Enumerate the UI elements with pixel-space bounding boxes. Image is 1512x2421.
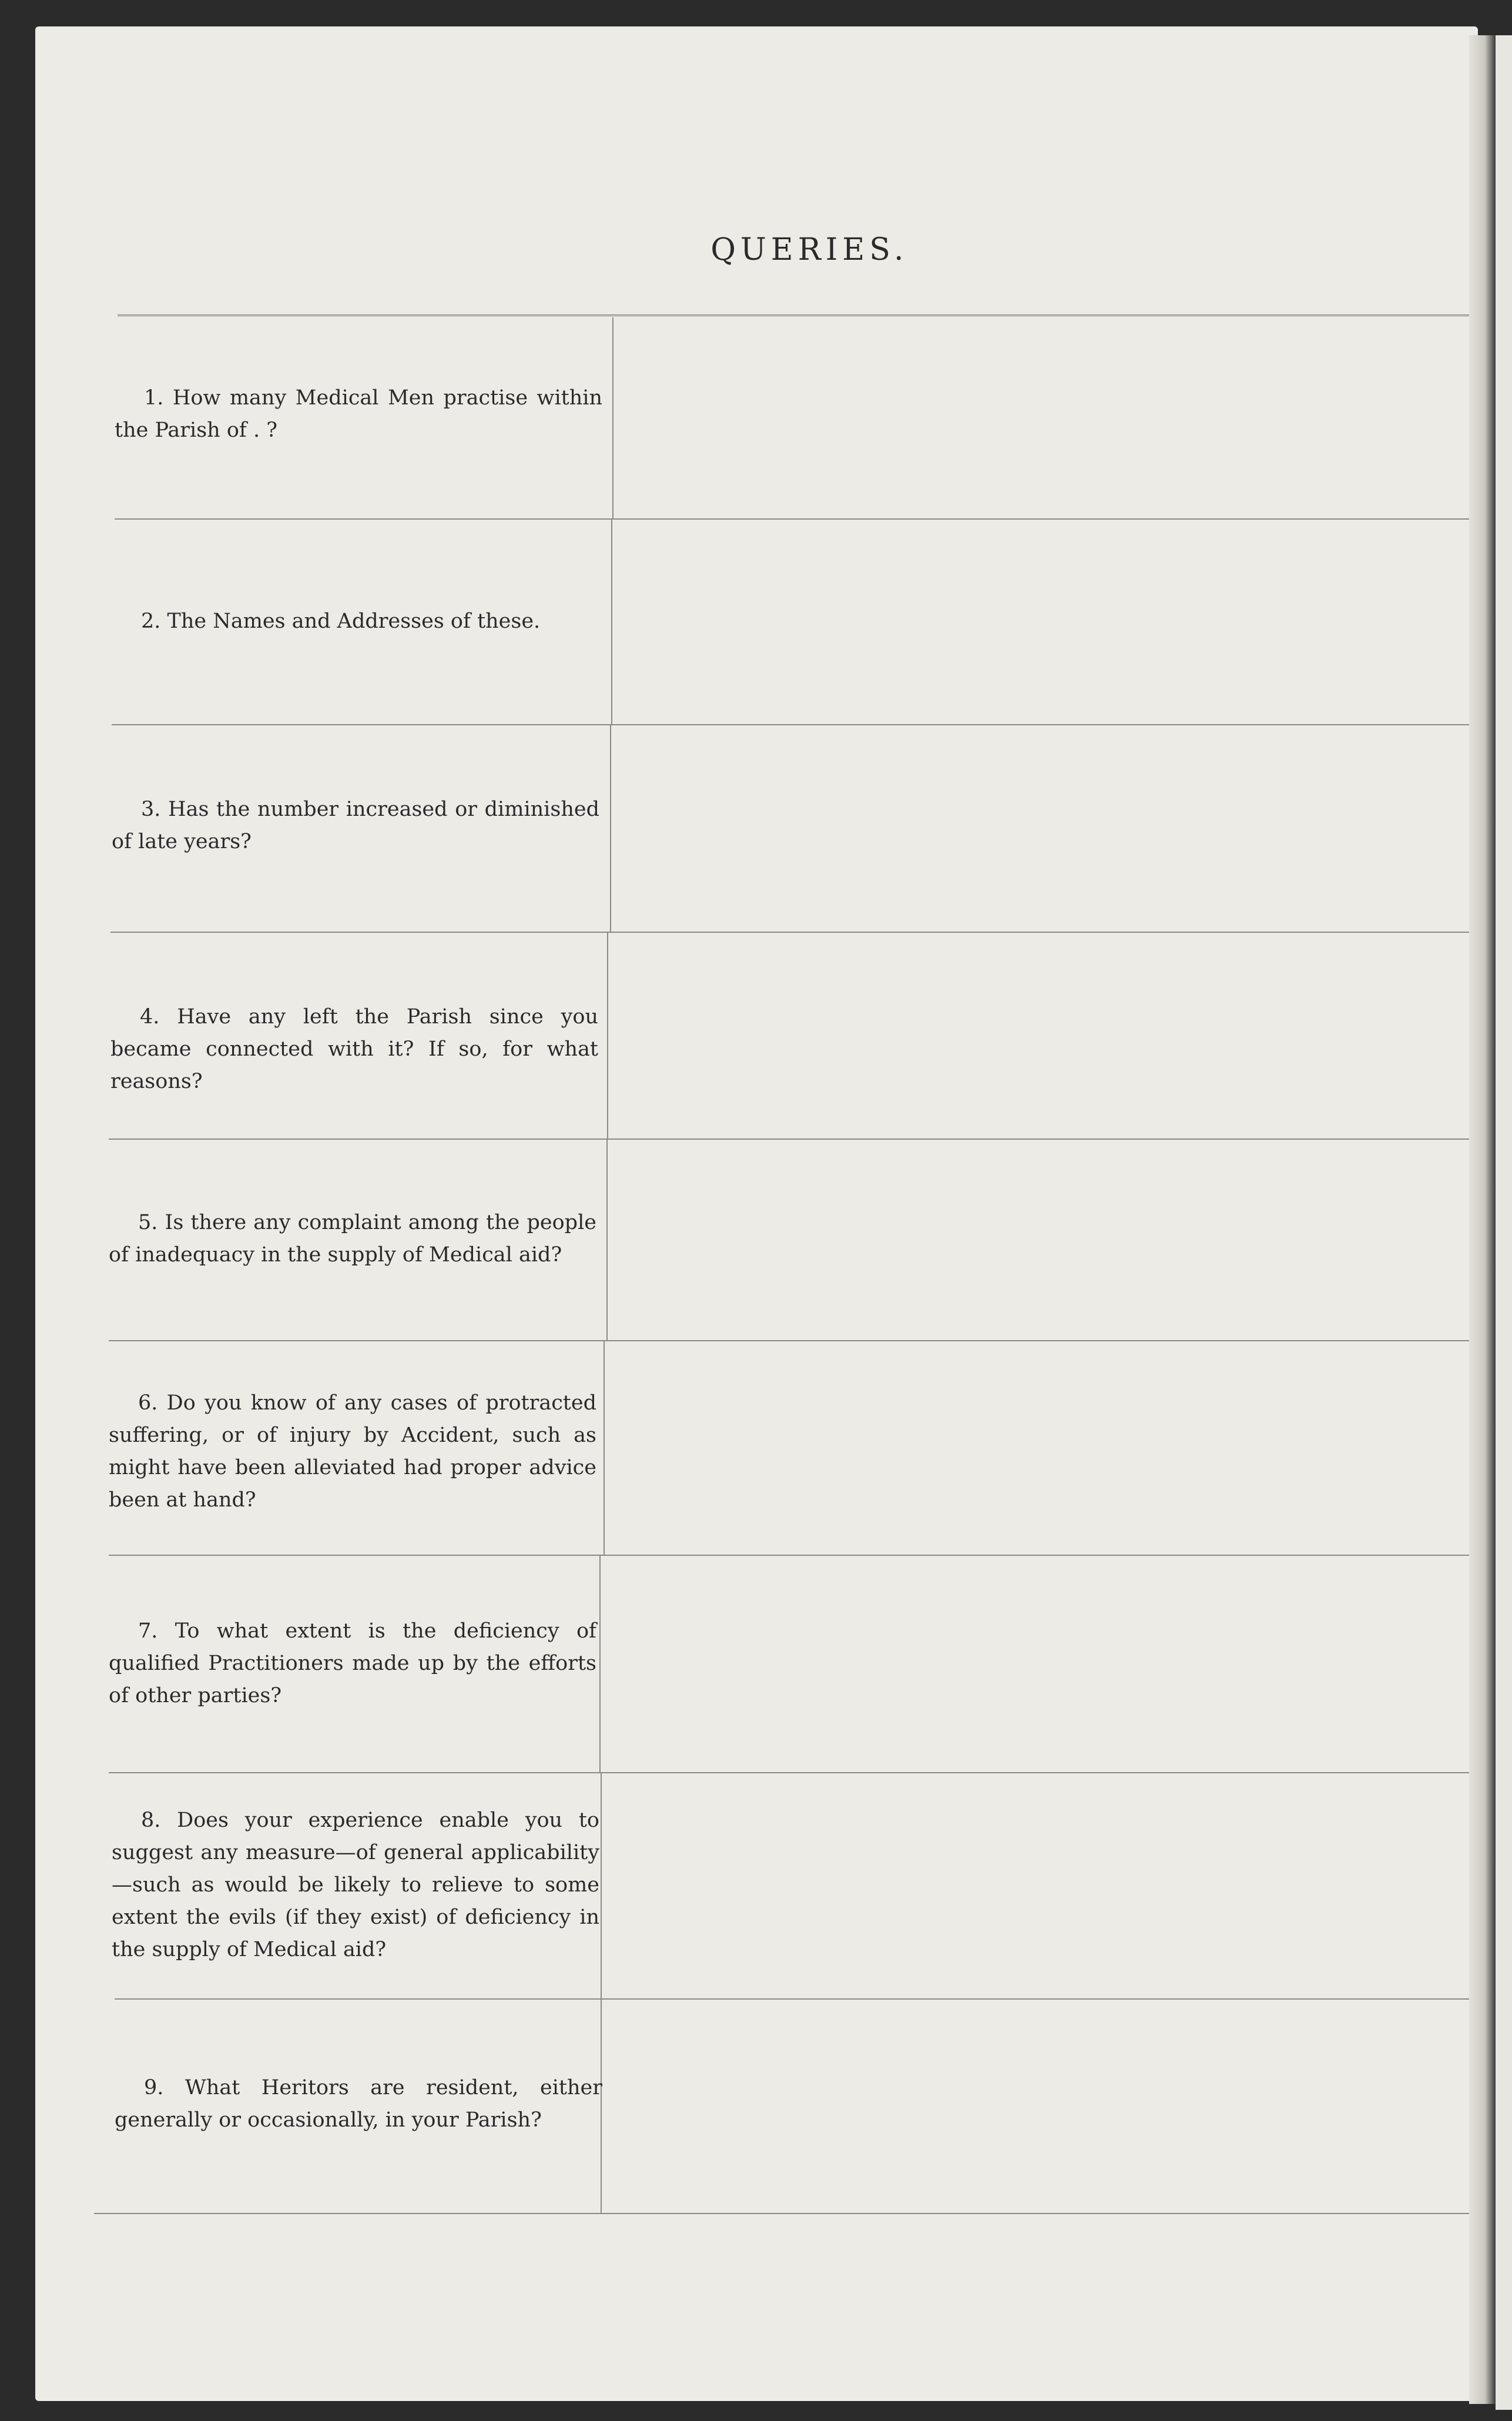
query-2: 2. The Names and Addresses of these. [141, 610, 541, 633]
bottom-rule [94, 2213, 1469, 2214]
column-divider [599, 1556, 601, 1772]
row-divider [109, 1340, 1469, 1341]
answer-field-9[interactable] [602, 2000, 1466, 2212]
column-divider [601, 1773, 602, 1998]
top-rule [118, 314, 1469, 316]
answer-field-3[interactable] [612, 726, 1466, 930]
row-divider [109, 1555, 1469, 1556]
answer-field-8[interactable] [602, 1774, 1466, 1997]
query-7: 7. To what extent is the deficiency of qualified Practitioners made up by the efforts of other parties? [109, 1619, 596, 1707]
query-1: 1. How many Medical Men practise within the Parish of . ? [115, 386, 602, 442]
column-divider [611, 520, 612, 724]
answer-field-2[interactable] [613, 520, 1466, 723]
query-3: 3. Has the number increased or diminished of late years? [112, 798, 599, 853]
column-divider [604, 1341, 605, 1555]
answer-field-5[interactable] [608, 1140, 1466, 1339]
answer-field-1[interactable] [614, 317, 1466, 517]
page-title: QUERIES. [710, 232, 908, 267]
column-divider [610, 725, 611, 932]
row-divider [109, 1138, 1469, 1140]
query-4: 4. Have any left the Parish since you became connected with it? If so, for what reasons? [110, 1005, 598, 1093]
next-page-edge [1496, 35, 1512, 2410]
answer-field-4[interactable] [609, 933, 1466, 1137]
row-divider [110, 932, 1469, 933]
answer-field-7[interactable] [601, 1556, 1466, 1771]
query-5: 5. Is there any complaint among the people of inadequacy in the supply of Medical aid? [109, 1211, 596, 1267]
row-divider [115, 1998, 1469, 2000]
query-9: 9. What Heritors are resident, either generally or occasionally, in your Parish? [115, 2076, 602, 2132]
row-divider [115, 518, 1469, 520]
row-divider [109, 1772, 1469, 1773]
query-8: 8. Does your experience enable you to suggest any measure—of general applicability—such as would be likely to relieve to some extent the evils (if they exist) of deficiency in the supply of Medical aid? [112, 1809, 599, 1961]
query-6: 6. Do you know of any cases of protracted suffering, or of injury by Accident, such as might have been alleviated had proper advice been at hand? [109, 1391, 596, 1512]
row-divider [112, 724, 1469, 725]
column-divider [612, 317, 613, 518]
column-divider [607, 933, 608, 1138]
column-divider [606, 1140, 608, 1340]
page-binding [1469, 35, 1496, 2404]
answer-field-6[interactable] [605, 1342, 1466, 1553]
